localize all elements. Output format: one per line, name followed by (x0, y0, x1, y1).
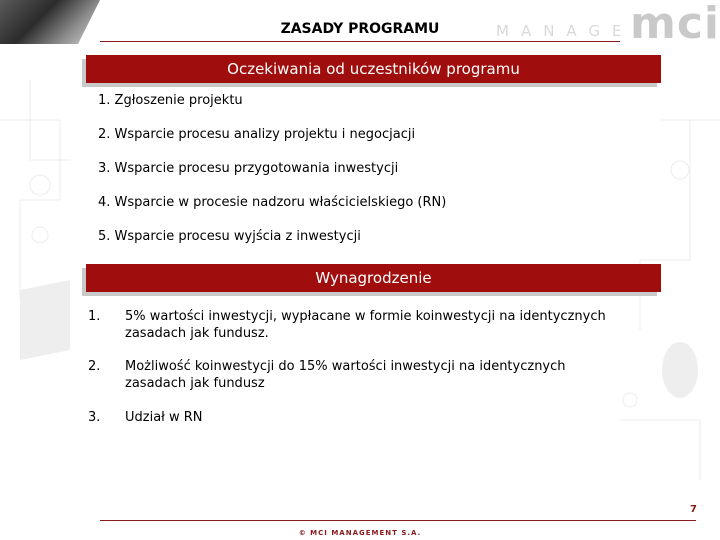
expectations-heading: Oczekiwania od uczestników programu (86, 55, 661, 83)
footer-copyright: © MCI MANAGEMENT S.A. (298, 529, 422, 537)
page-title: ZASADY PROGRAMU (280, 21, 440, 37)
mci-logo: mci (630, 0, 720, 49)
compensation-item-number: 2. (88, 359, 101, 374)
compensation-item-text: 5% wartości inwestycji, wypłacane w formie koinwestycji na identycznych zasadach jak fundusz. (125, 309, 606, 341)
compensation-item-text: Możliwość koinwestycji do 15% wartości inwestycji na identycznych zasadach jak fundusz (125, 359, 566, 391)
brand-watermark-text: MANAGE (496, 22, 634, 40)
compensation-heading: Wynagrodzenie (86, 264, 661, 292)
footer-divider (100, 520, 696, 521)
expectation-item-3: 3. Wsparcie procesu przygotowania inwestycji (98, 161, 399, 176)
expectation-item-1: 1. Zgłoszenie projektu (98, 93, 243, 108)
compensation-item-text: Udział w RN (125, 410, 203, 425)
expectation-item-2: 2. Wsparcie procesu analizy projektu i negocjacji (98, 127, 416, 142)
compensation-item-number: 1. (88, 309, 101, 324)
title-divider (100, 41, 620, 42)
page-number: 7 (690, 504, 697, 515)
expectation-item-4: 4. Wsparcie w procesie nadzoru właścicielskiego (RN) (98, 195, 447, 210)
compensation-item-number: 3. (88, 410, 101, 425)
expectations-list (98, 92, 446, 262)
expectation-item-5: 5. Wsparcie procesu wyjścia z inwestycji (98, 229, 361, 244)
